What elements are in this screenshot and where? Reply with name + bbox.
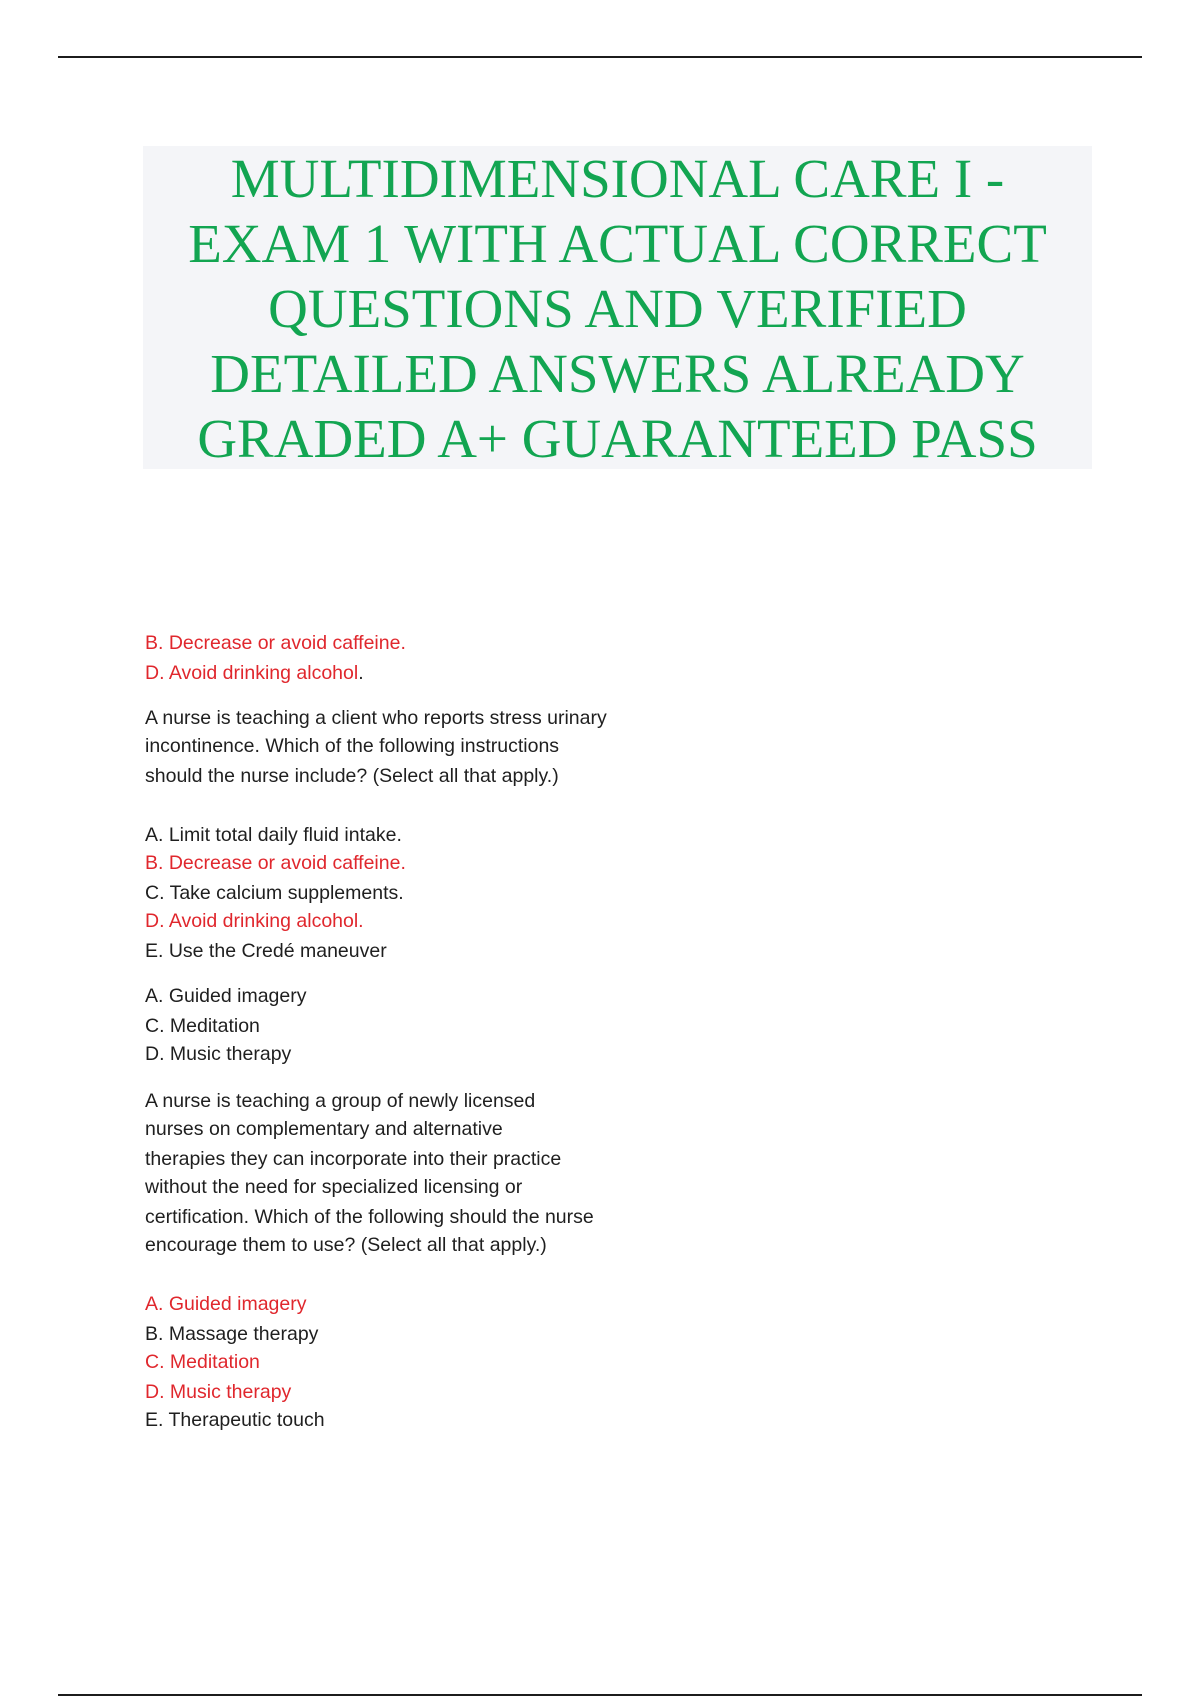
option-line: B. Massage therapy <box>145 1323 319 1345</box>
question-line: therapies they can incorporate into their practice <box>145 1148 562 1170</box>
option-line-correct: B. Decrease or avoid caffeine. <box>145 852 406 874</box>
option-line: A. Limit total daily fluid intake. <box>145 824 402 846</box>
answer-line: B. Decrease or avoid caffeine. <box>145 632 406 654</box>
question-line: nurses on complementary and alternative <box>145 1118 503 1140</box>
title-line: EXAM 1 WITH ACTUAL CORRECT <box>188 213 1047 274</box>
title-banner <box>143 146 1092 469</box>
question-line: incontinence. Which of the following instructions <box>145 735 560 757</box>
option-line-correct: C. Meditation <box>145 1351 260 1373</box>
option-line-correct: D. Music therapy <box>145 1381 292 1403</box>
answer-line <box>145 660 364 686</box>
answer-line: A. Guided imagery <box>145 985 307 1007</box>
question-line: without the need for specialized licensing or <box>145 1176 523 1198</box>
answer-period: . <box>358 662 364 684</box>
answer-line: C. Meditation <box>145 1015 260 1037</box>
bottom-rule <box>58 1694 1142 1696</box>
question-line: certification. Which of the following should the nurse <box>145 1206 594 1228</box>
option-line: E. Therapeutic touch <box>145 1409 325 1431</box>
question-line: A nurse is teaching a client who reports stress urinary <box>145 707 607 729</box>
answer-text: D. Avoid drinking alcohol <box>145 662 359 684</box>
document-title <box>143 146 1092 471</box>
title-line: QUESTIONS AND VERIFIED <box>268 278 967 339</box>
option-line: C. Take calcium supplements. <box>145 882 404 904</box>
option-line-correct: A. Guided imagery <box>145 1293 307 1315</box>
question-line: A nurse is teaching a group of newly licensed <box>145 1090 536 1112</box>
question-line: should the nurse include? (Select all that apply.) <box>145 765 559 787</box>
title-line: DETAILED ANSWERS ALREADY <box>210 343 1025 404</box>
title-line: GRADED A+ GUARANTEED PASS <box>197 408 1038 469</box>
option-line-correct: D. Avoid drinking alcohol. <box>145 910 364 932</box>
top-rule <box>58 56 1142 58</box>
question-line: encourage them to use? (Select all that apply.) <box>145 1234 547 1256</box>
answer-line: D. Music therapy <box>145 1043 292 1065</box>
title-line: MULTIDIMENSIONAL CARE I - <box>230 148 1005 209</box>
option-line: E. Use the Credé maneuver <box>145 940 387 962</box>
